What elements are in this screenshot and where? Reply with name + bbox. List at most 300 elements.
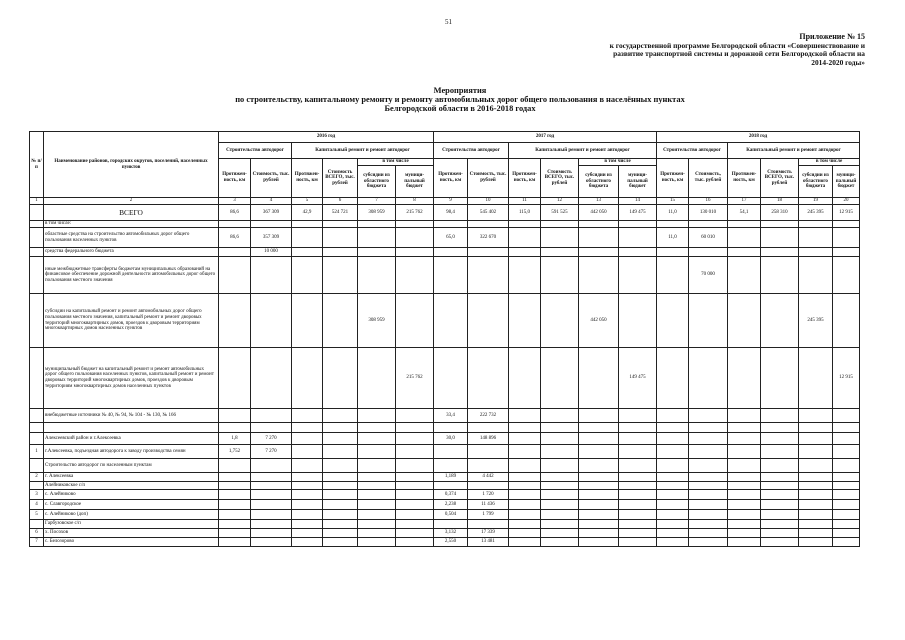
row-value-cell: 30,0 (434, 433, 468, 445)
row-value-cell: 70 000 (689, 257, 728, 294)
row-number-cell (30, 228, 44, 248)
row-value-cell (619, 228, 657, 248)
header-municipal: муници-пальный бюджет (396, 166, 434, 198)
row-value-cell (251, 459, 292, 473)
row-value-cell (799, 529, 833, 538)
row-value-cell (358, 473, 396, 482)
column-number-cell: 11 (509, 198, 541, 205)
row-value-cell (323, 490, 358, 500)
row-value-cell (579, 520, 619, 529)
row-value-cell (251, 221, 292, 228)
row-name-cell: г.Алексеевка, подъездная автодорога к заводу производства семян (44, 445, 219, 459)
row-value-cell (434, 445, 468, 459)
row-value-cell (657, 520, 689, 529)
row-value-cell (619, 482, 657, 490)
table-row (30, 423, 860, 433)
table-row (30, 538, 860, 547)
appendix-title: Приложение № 15 (799, 32, 865, 41)
row-value-cell (468, 294, 509, 348)
row-value-cell (292, 529, 323, 538)
row-value-cell (728, 294, 761, 348)
row-value-cell (799, 538, 833, 547)
column-number-cell: 15 (657, 198, 689, 205)
row-value-cell (396, 520, 434, 529)
table-row (30, 490, 860, 500)
column-number-cell: 13 (579, 198, 619, 205)
row-value-cell (761, 510, 799, 520)
row-value-cell (799, 433, 833, 445)
row-value-cell: 222 732 (468, 409, 509, 423)
row-value-cell (396, 409, 434, 423)
row-value-cell (619, 473, 657, 482)
row-value-cell: 65,0 (434, 228, 468, 248)
column-number-cell: 3 (219, 198, 251, 205)
row-value-cell (619, 257, 657, 294)
header-construction: Строительство автодорог (434, 143, 509, 159)
row-value-cell: 1,189 (434, 473, 468, 482)
row-value-cell (323, 409, 358, 423)
row-name-cell: с. Белозорово (44, 538, 219, 547)
table-row (30, 529, 860, 538)
row-value-cell (219, 294, 251, 348)
row-value-cell (396, 490, 434, 500)
row-value-cell (219, 423, 251, 433)
table-row (30, 257, 860, 294)
row-value-cell (323, 510, 358, 520)
row-value-cell (292, 257, 323, 294)
column-number-cell: 6 (323, 198, 358, 205)
row-value-cell (468, 221, 509, 228)
row-value-cell: 0,504 (434, 510, 468, 520)
row-value-cell (358, 482, 396, 490)
row-value-cell (292, 348, 323, 409)
row-value-cell (619, 529, 657, 538)
row-number-cell (30, 257, 44, 294)
row-value-cell (434, 348, 468, 409)
row-value-cell (799, 423, 833, 433)
row-value-cell (761, 433, 799, 445)
row-name-cell: Алейниковское с/п (44, 482, 219, 490)
total-value-cell: 54,1 (728, 205, 761, 221)
row-value-cell (323, 433, 358, 445)
row-value-cell (434, 294, 468, 348)
row-value-cell (657, 500, 689, 510)
row-value-cell: 10 000 (251, 248, 292, 257)
row-value-cell (657, 459, 689, 473)
row-value-cell (434, 459, 468, 473)
total-value-cell: 115,0 (509, 205, 541, 221)
row-value-cell (657, 433, 689, 445)
row-value-cell (657, 490, 689, 500)
row-value-cell (219, 409, 251, 423)
row-value-cell (251, 520, 292, 529)
row-value-cell (396, 248, 434, 257)
row-value-cell (833, 459, 860, 473)
row-value-cell (541, 348, 579, 409)
row-value-cell: 2,238 (434, 500, 468, 510)
row-value-cell (728, 248, 761, 257)
total-value-cell: 258 310 (761, 205, 799, 221)
column-number-cell: 2 (44, 198, 219, 205)
row-value-cell (657, 529, 689, 538)
table-row (30, 248, 860, 257)
row-value-cell (799, 490, 833, 500)
row-value-cell (761, 348, 799, 409)
row-value-cell (219, 257, 251, 294)
row-value-cell: 3,132 (434, 529, 468, 538)
row-value-cell (689, 482, 728, 490)
row-value-cell (541, 520, 579, 529)
row-number-cell: 2 (30, 473, 44, 482)
table-row (30, 433, 860, 445)
column-number-cell: 20 (833, 198, 860, 205)
row-value-cell: 11,0 (657, 228, 689, 248)
row-value-cell (323, 445, 358, 459)
row-value-cell (292, 228, 323, 248)
row-value-cell (292, 510, 323, 520)
column-number-cell: 8 (396, 198, 434, 205)
row-value-cell (323, 482, 358, 490)
header-length: Протяжен-ность, км (292, 159, 323, 198)
row-value-cell (579, 459, 619, 473)
row-name-cell: Алексеевский район и г.Алексеевка (44, 433, 219, 445)
row-value-cell (292, 409, 323, 423)
row-value-cell (619, 538, 657, 547)
row-value-cell (509, 529, 541, 538)
row-value-cell (728, 228, 761, 248)
row-value-cell (689, 221, 728, 228)
row-value-cell (833, 294, 860, 348)
row-value-cell (728, 445, 761, 459)
total-value-cell: 524 721 (323, 205, 358, 221)
row-value-cell (799, 221, 833, 228)
row-value-cell (619, 221, 657, 228)
row-name-cell: с. Алейниково (доп) (44, 510, 219, 520)
row-number-cell (30, 482, 44, 490)
row-value-cell (799, 228, 833, 248)
row-value-cell (323, 423, 358, 433)
row-name-cell: г. Алексеевка (44, 473, 219, 482)
row-value-cell (509, 294, 541, 348)
row-value-cell (468, 257, 509, 294)
row-value-cell (358, 459, 396, 473)
row-value-cell (292, 500, 323, 510)
row-value-cell (541, 423, 579, 433)
row-value-cell (761, 490, 799, 500)
header-year-2018: 2018 год (657, 132, 860, 143)
column-number-cell: 14 (619, 198, 657, 205)
row-number-cell: 7 (30, 538, 44, 547)
row-value-cell: 7 270 (251, 445, 292, 459)
row-name-cell: с. Славгородское (44, 500, 219, 510)
row-value-cell (799, 482, 833, 490)
row-value-cell (799, 248, 833, 257)
header-length: Протяжен-ность, км (219, 159, 251, 198)
row-value-cell: 308 959 (358, 294, 396, 348)
column-number-cell: 7 (358, 198, 396, 205)
row-value-cell: 0,374 (434, 490, 468, 500)
table-row (30, 228, 860, 248)
row-value-cell (509, 459, 541, 473)
row-value-cell (396, 459, 434, 473)
header-capital-repair: Капитальный ремонт и ремонт автодорог (292, 143, 434, 159)
row-value-cell (579, 423, 619, 433)
row-value-cell: 7 270 (251, 433, 292, 445)
row-value-cell (761, 538, 799, 547)
row-value-cell (833, 500, 860, 510)
table-row (30, 221, 860, 228)
row-name-cell (44, 423, 219, 433)
header-including: в том числе (579, 159, 657, 166)
row-value-cell (799, 459, 833, 473)
row-value-cell (509, 500, 541, 510)
row-value-cell (541, 228, 579, 248)
row-value-cell (799, 445, 833, 459)
row-value-cell (219, 538, 251, 547)
row-value-cell (728, 490, 761, 500)
row-value-cell (579, 228, 619, 248)
row-value-cell (468, 248, 509, 257)
row-value-cell (689, 529, 728, 538)
row-value-cell (509, 221, 541, 228)
total-value-cell: 130 010 (689, 205, 728, 221)
row-value-cell (219, 248, 251, 257)
row-value-cell (292, 221, 323, 228)
row-value-cell (541, 445, 579, 459)
row-value-cell: 1,752 (219, 445, 251, 459)
row-value-cell (657, 473, 689, 482)
row-value-cell (251, 482, 292, 490)
header-length: Протяжен-ность, км (434, 159, 468, 198)
column-number-cell: 9 (434, 198, 468, 205)
row-value-cell (358, 510, 396, 520)
row-value-cell (251, 473, 292, 482)
row-value-cell: 2,550 (434, 538, 468, 547)
row-number-cell (30, 248, 44, 257)
row-value-cell (579, 257, 619, 294)
row-number-cell (30, 409, 44, 423)
row-value-cell (251, 294, 292, 348)
row-value-cell: 245 395 (799, 294, 833, 348)
header-including: в том числе (799, 159, 860, 166)
appendix-line: 2014-2020 годы» (811, 57, 865, 67)
row-value-cell (251, 257, 292, 294)
row-number-cell: 6 (30, 529, 44, 538)
row-value-cell (541, 248, 579, 257)
row-value-cell (292, 445, 323, 459)
row-value-cell (833, 490, 860, 500)
row-value-cell (509, 248, 541, 257)
row-value-cell (541, 221, 579, 228)
row-name-cell: средства федерального бюджета (44, 248, 219, 257)
row-value-cell (509, 257, 541, 294)
total-value-cell: 86,6 (219, 205, 251, 221)
row-value-cell (468, 520, 509, 529)
row-value-cell (689, 294, 728, 348)
row-value-cell (799, 409, 833, 423)
row-value-cell (509, 538, 541, 547)
row-value-cell (251, 348, 292, 409)
header-length: Протяжен-ность, км (728, 159, 761, 198)
row-value-cell (761, 482, 799, 490)
total-value-cell: 545 402 (468, 205, 509, 221)
total-value-cell: 12 915 (833, 205, 860, 221)
row-value-cell (292, 490, 323, 500)
row-number-cell (30, 459, 44, 473)
heading-line: по строительству, капитальному ремонту и ремонту автомобильных дорог общего пользования в населённых пунктах (235, 95, 685, 104)
row-value-cell (509, 473, 541, 482)
row-value-cell (689, 520, 728, 529)
total-value-cell: 42,9 (292, 205, 323, 221)
row-value-cell (396, 538, 434, 547)
row-number-cell (30, 294, 44, 348)
row-value-cell (292, 482, 323, 490)
row-value-cell (833, 510, 860, 520)
row-name-cell: муниципальный бюджет на капитальный ремонт и ремонт автомобильных дорог общего пользования населенных пунктов, капитальный ремонт и ремонт дворовых территорий многоквартирных домов, проездов к дворовым территориям многоквартирных домов населенных пунктов (44, 348, 219, 409)
row-name-cell: с. Алейниково (44, 490, 219, 500)
row-value-cell (541, 482, 579, 490)
row-value-cell (689, 409, 728, 423)
row-value-cell (579, 482, 619, 490)
row-value-cell (219, 490, 251, 500)
row-value-cell (219, 482, 251, 490)
row-value-cell (657, 294, 689, 348)
row-value-cell (579, 473, 619, 482)
row-value-cell (761, 228, 799, 248)
appendix-line: развитие транспортной системы и дорожной сети Белгородской области на (613, 49, 865, 59)
column-number-cell: 10 (468, 198, 509, 205)
row-value-cell (434, 482, 468, 490)
table-row (30, 445, 860, 459)
row-value-cell (833, 473, 860, 482)
row-value-cell (619, 500, 657, 510)
total-value-cell: 11,0 (657, 205, 689, 221)
row-value-cell: 322 670 (468, 228, 509, 248)
row-value-cell (468, 423, 509, 433)
row-value-cell (541, 500, 579, 510)
row-value-cell (434, 257, 468, 294)
row-value-cell (509, 520, 541, 529)
row-value-cell (251, 423, 292, 433)
table-row (30, 459, 860, 473)
row-value-cell (219, 348, 251, 409)
row-value-cell (541, 459, 579, 473)
row-value-cell: 60 010 (689, 228, 728, 248)
row-value-cell (689, 490, 728, 500)
row-value-cell (689, 538, 728, 547)
column-number-cell: 17 (728, 198, 761, 205)
row-value-cell (251, 490, 292, 500)
row-value-cell (396, 482, 434, 490)
header-length: Протяжен-ность, км (657, 159, 689, 198)
row-value-cell (358, 500, 396, 510)
row-value-cell (619, 520, 657, 529)
row-number-cell (30, 433, 44, 445)
row-value-cell (468, 445, 509, 459)
column-number-cell: 12 (541, 198, 579, 205)
row-value-cell (833, 445, 860, 459)
total-value-cell: 245 395 (799, 205, 833, 221)
header-subsidy: субсидии из областного бюджета (358, 166, 396, 198)
row-value-cell (358, 538, 396, 547)
row-value-cell (219, 529, 251, 538)
header-year-2017: 2017 год (434, 132, 657, 143)
row-name-cell: в том числе: (44, 221, 219, 228)
row-value-cell (251, 538, 292, 547)
row-value-cell: 1 720 (468, 490, 509, 500)
row-value-cell (396, 221, 434, 228)
row-value-cell (761, 423, 799, 433)
row-value-cell (728, 257, 761, 294)
row-value-cell (323, 248, 358, 257)
row-value-cell (396, 529, 434, 538)
row-value-cell (799, 500, 833, 510)
row-value-cell (358, 248, 396, 257)
heading-line: Белгородской области в 2016-2018 годах (384, 104, 536, 113)
header-cost: Стоимость, тыс. рублей (251, 159, 292, 198)
row-value-cell (323, 257, 358, 294)
row-value-cell (219, 500, 251, 510)
row-value-cell (509, 482, 541, 490)
total-value-cell: 367 309 (251, 205, 292, 221)
row-value-cell (728, 348, 761, 409)
row-value-cell (579, 529, 619, 538)
table-row (30, 500, 860, 510)
row-number-cell (30, 423, 44, 433)
row-value-cell (292, 423, 323, 433)
row-value-cell (251, 510, 292, 520)
row-value-cell (509, 348, 541, 409)
row-value-cell (541, 490, 579, 500)
row-value-cell (833, 248, 860, 257)
row-value-cell (689, 423, 728, 433)
row-value-cell (657, 482, 689, 490)
row-value-cell (509, 510, 541, 520)
row-value-cell: 1,8 (219, 433, 251, 445)
row-value-cell: 148 896 (468, 433, 509, 445)
row-value-cell (579, 490, 619, 500)
row-value-cell: 86,6 (219, 228, 251, 248)
row-value-cell: 4 442 (468, 473, 509, 482)
row-value-cell (396, 294, 434, 348)
row-value-cell (833, 221, 860, 228)
row-value-cell (468, 348, 509, 409)
row-value-cell (728, 500, 761, 510)
document-heading (150, 86, 770, 113)
header-number: № п/п (30, 132, 44, 198)
row-value-cell (323, 520, 358, 529)
row-value-cell (657, 221, 689, 228)
row-value-cell (434, 423, 468, 433)
row-value-cell (323, 473, 358, 482)
row-value-cell (251, 409, 292, 423)
row-value-cell (358, 445, 396, 459)
header-subsidy: субсидии из областного бюджета (799, 166, 833, 198)
row-value-cell (833, 538, 860, 547)
row-number-cell: 4 (30, 500, 44, 510)
row-value-cell (619, 433, 657, 445)
total-value-cell: 149 475 (619, 205, 657, 221)
row-value-cell (434, 221, 468, 228)
row-value-cell (728, 459, 761, 473)
row-value-cell (619, 423, 657, 433)
row-name-cell: иные межбюджетные трансферты бюджетам муниципальных образований на финансовое обеспечение дорожной деятельности автомобильных дорог общего пользования местного значения (44, 257, 219, 294)
row-value-cell (579, 248, 619, 257)
row-value-cell (358, 221, 396, 228)
row-value-cell (833, 520, 860, 529)
header-construction: Строительство автодорог (657, 143, 728, 159)
row-value-cell (509, 423, 541, 433)
